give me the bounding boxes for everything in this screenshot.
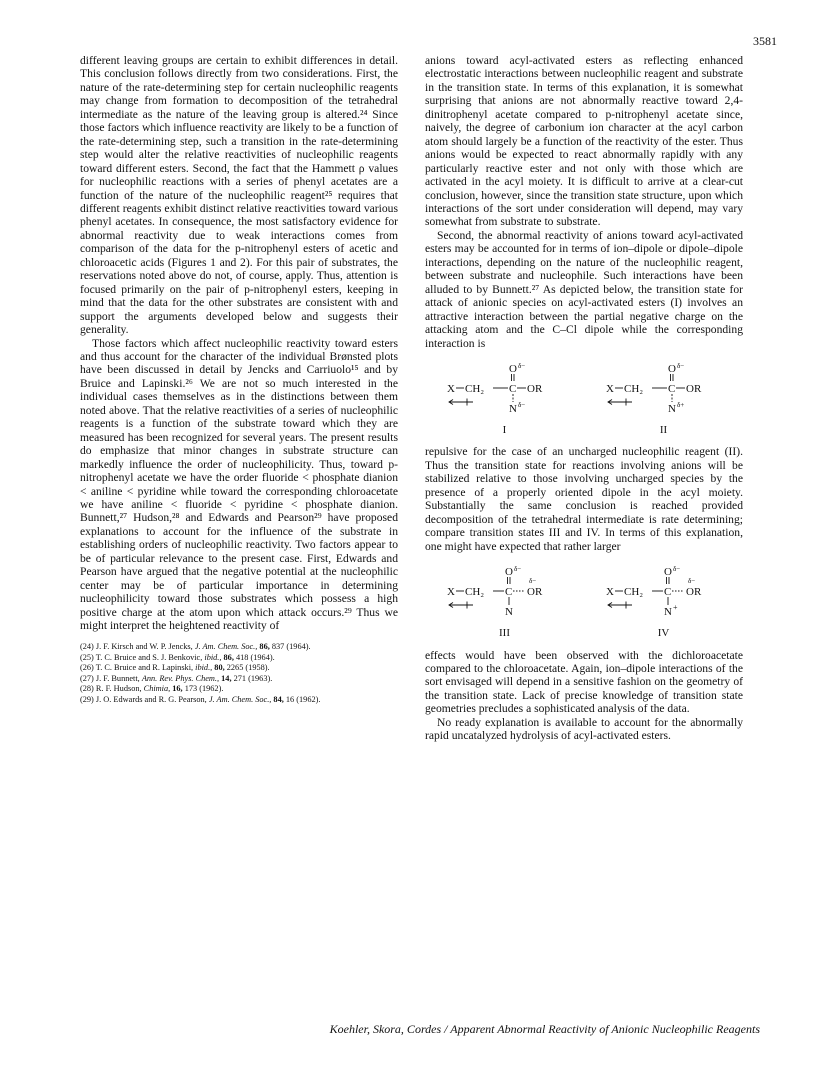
oxygen-label: O: [504, 566, 513, 579]
x-label: X: [605, 382, 614, 395]
or-label: OR: [685, 382, 701, 395]
footnotes: [80, 642, 398, 704]
body-paragraph: repulsive for the case of an uncharged nucleophilic reagent (II). Thus the transition state for reactions involving anions will be stabilized relative to those involving uncharged species by the presence of a properly oriented dipole in the acyl moiety. Substantially the same conclusion is reached provided decomposition of the tetrahedral intermediate is rate determining; compare transition states III and IV. In terms of this explanation, one might have expected that rather larger: [425, 445, 743, 553]
structure-II-drawing: [602, 360, 726, 422]
structure-III: [440, 563, 570, 640]
nitrogen-label: N: [508, 402, 517, 415]
body-paragraph: No ready explanation is available to account for the abnormally rapid uncatalyzed hydrolysis of acyl-activated esters.: [425, 715, 743, 743]
oxygen-label: O: [667, 362, 676, 375]
structure-label: II: [659, 423, 668, 436]
carbon-label: C: [504, 586, 512, 599]
nitrogen-label: N: [667, 402, 676, 415]
oxygen-label: O: [508, 362, 517, 375]
body-paragraph: effects would have been observed with the dichloroacetate compared to the chloroacetate. Again, ion–dipole interactions of the sort envisaged will depend in a sensitive fashion on the geometry of the transition state. Lack of precise knowledge of transition state geometries precludes a sophisticated analysis of the data.: [425, 648, 743, 716]
x-label: X: [446, 382, 455, 395]
x-label: X: [446, 586, 455, 599]
ch2-label: CH₂: [464, 382, 484, 395]
right-column: [425, 54, 743, 743]
structure-III-drawing: [443, 563, 567, 625]
oxygen-charge: δ−: [676, 361, 684, 370]
body-paragraph: anions toward acyl-activated esters as reflecting enhanced electrostatic interactions between nucleophilic reagent and substrate in the transition state. In terms of this explanation, it is somewhat surprising that anions are not abnormally reactive toward 2,4-dinitrophenyl acetate compared to p-nitrophenyl acetate since, naively, the degree of carbonium ion character at the acyl carbon atom should largely be a function of the reactivity of the ester. Thus anions would be expected to react abnormally rapidly with any particularly reactive ester and not only with those which are activated in the acyl moiety. It is difficult to arrive at a clear-cut conclusion, however, since the transition state structure, upon which interactions of the sort under consideration will depend, may vary somewhat from substrate to substrate.: [425, 54, 743, 229]
nitrogen-label: N: [663, 606, 672, 619]
footnote-27: (27) J. F. Bunnett, Ann. Rev. Phys. Chem., 14, 271 (1963).: [80, 673, 273, 683]
or-label: OR: [685, 586, 701, 599]
nitrogen-charge: δ−: [517, 400, 525, 409]
carbon-label: C: [667, 382, 675, 395]
oxygen-charge: δ−: [517, 361, 525, 370]
structure-label: I: [502, 423, 507, 436]
structure-label: III: [499, 627, 510, 640]
footnote-25: (25) T. C. Bruice and S. J. Benkovic, ibid., 86, 418 (1964).: [80, 652, 275, 662]
oxygen-charge: δ−: [513, 565, 521, 574]
carbon-label: C: [663, 586, 671, 599]
nitrogen-label: N: [504, 606, 513, 619]
structures-III-IV: [425, 563, 743, 640]
footnote-24: (24) J. F. Kirsch and W. P. Jencks, J. Am. Chem. Soc., 86, 837 (1964).: [80, 642, 311, 652]
footnote-26: (26) T. C. Bruice and R. Lapinski, ibid., 80, 2265 (1958).: [80, 663, 270, 673]
oxygen-label: O: [663, 566, 672, 579]
or-charge: δ−: [528, 577, 536, 586]
or-label: OR: [526, 382, 542, 395]
footnote-29: (29) J. O. Edwards and R. G. Pearson, J. Am. Chem. Soc., 84, 16 (1962).: [80, 694, 321, 704]
structure-I: [440, 360, 570, 437]
structures-I-II: [425, 360, 743, 437]
or-charge: δ−: [687, 577, 695, 586]
carbon-label: C: [508, 382, 516, 395]
body-paragraph: Those factors which affect nucleophilic reactivity toward esters and thus account for the character of the individual Brønsted plots have been discussed in detail by Jencks and Carriuolo¹⁵ and by Bruice and Lapinski.²⁶ We are not so much interested in the individual cases themselves as in the distinctions between them noted above. That the relative reactivities of a series of nucleophilic reagents is a function of the substrate toward which they are measured has been recognized for several years. The present results do emphasize that minor changes in substrate structure can markedly influence the order of nucleophilicity. Thus, toward p-nitrophenyl acetate we have the order fluoride < phosphate dianion < aniline < pyridine while toward the corresponding chloroacetate we have aniline < fluoride < pyridine < phosphate dianion. Bunnett,²⁷ Hudson,²⁸ and Edwards and Pearson²⁹ have proposed explanations to account for the influence of the substrate in establishing orders of nucleophilic reactivity. Two factors appear to be of particular relevance to the present case. First, Edwards and Pearson have argued that the negative potential at the nucleophilic center may be of particular importance in determining nucleophilicity toward those substrates which possess a high positive charge at the atom upon which attack occurs.²⁹ Thus we might interpret the heightened reactivity of: [80, 336, 398, 633]
ch2-label: CH₂: [623, 586, 643, 599]
body-paragraph: Second, the abnormal reactivity of anions toward acyl-activated esters may be accounted for in terms of ion–dipole or dipole–dipole interactions, depending on the nature of the nucleophilic reagent, between substrate and nucleophile. Such interactions have been alluded to by Bunnett.²⁷ As depicted below, the transition state for attack of anionic species on acyl-activated esters (I) involves an attractive interaction between the partial negative charge on the attacking atom and the C–Cl dipole while the corresponding interaction is: [425, 228, 743, 350]
structure-IV: [599, 563, 729, 640]
page-number: 3581: [753, 34, 777, 48]
structure-label: IV: [657, 627, 670, 640]
footnote-28: (28) R. F. Hudson, Chimia, 16, 173 (1962).: [80, 684, 224, 694]
structure-I-drawing: [443, 360, 567, 422]
x-label: X: [605, 586, 614, 599]
body-paragraph: different leaving groups are certain to exhibit differences in detail. This conclusion follows directly from two considerations. First, the nature of the rate-determining step for certain nucleophilic reagents may change from formation to decomposition of the tetrahedral intermediate as the nature of the leaving group is altered.²⁴ Since those factors which influence reactivity are likely to be a function of the rate-determining step, such a transition in the rate-determining step would alter the relative reactivities of nucleophilic reagents toward different esters. Second, the fact that the Hammett ρ values for nucleophilic reactions with a series of phenyl acetates are a function of the nature of the nucleophilic reagent²⁵ requires that different reagents exhibit distinct relative reactivities toward various phenyl acetates. In consequence, the most satisfactory evidence for abnormal reactivity due to weak interactions comes from comparison of the data for the p-nitrophenyl esters of acetic and chloroacetic acids (Figures 1 and 2). For this pair of substrates, the reservations noted above do not, of course, apply. Thus, attention is focused primarily on the pair of p-nitrophenyl esters, keeping in mind that the data for the other substrates are consistent with and support the arguments developed below and suggests their generality.: [80, 54, 398, 337]
or-label: OR: [526, 586, 542, 599]
structure-IV-drawing: [602, 563, 726, 625]
oxygen-charge: δ−: [672, 565, 680, 574]
ch2-label: CH₂: [623, 382, 643, 395]
nitrogen-charge: δ+: [676, 400, 684, 409]
nitrogen-charge: +: [672, 603, 678, 613]
left-column: [80, 54, 398, 705]
structure-II: [599, 360, 729, 437]
ch2-label: CH₂: [464, 586, 484, 599]
running-footer: Koehler, Skora, Cordes / Apparent Abnormal Reactivity of Anionic Nucleophilic Reagents: [329, 1022, 760, 1036]
